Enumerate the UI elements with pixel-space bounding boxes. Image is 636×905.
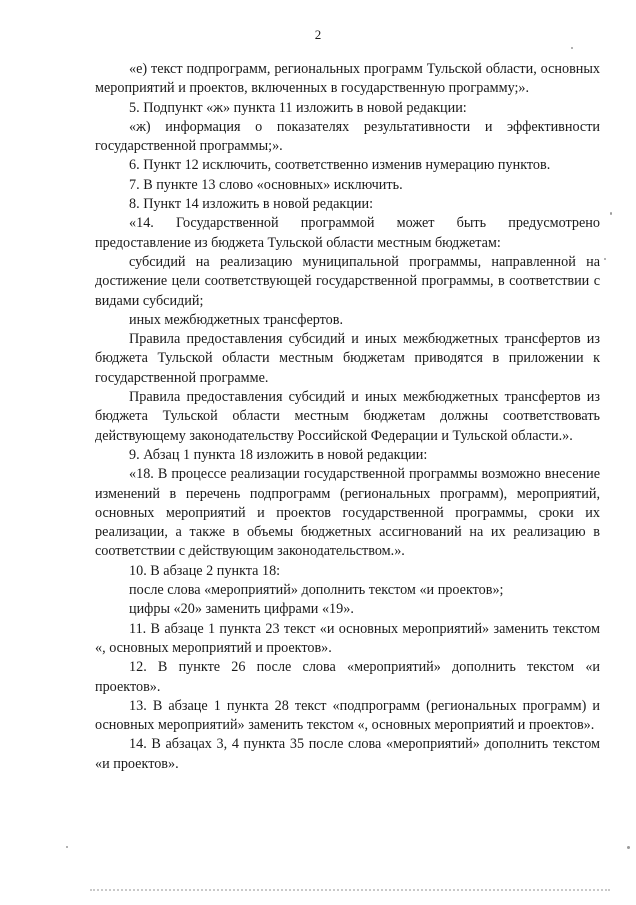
paragraph-4: 6. Пункт 12 исключить, соответственно изменив нумерацию пунктов. — [129, 157, 551, 174]
paragraph-5: 7. В пункте 13 слово «основных» исключить. — [129, 176, 403, 193]
paragraph-17: 11. В абзаце 1 пункта 23 текст «и основных мероприятий» заменить текстом «, основных мероприятий и проектов». — [95, 620, 600, 656]
scan-speck — [604, 258, 606, 260]
scan-speck — [571, 47, 573, 49]
paragraph-18: 12. В пункте 26 после слова «мероприятий» дополнить текстом «и проектов». — [95, 659, 600, 695]
scan-edge-noise — [90, 889, 610, 893]
paragraph-7: «14. Государственной программой может быть предусмотрено предоставление из бюджета Тульской области местным бюджетам: — [95, 215, 600, 251]
paragraph-10: Правила предоставления субсидий и иных межбюджетных трансфертов из бюджета Тульской области местным бюджетам приводятся в приложении к государственной программе. — [95, 331, 600, 386]
paragraph-2: 5. Подпункт «ж» пункта 11 изложить в новой редакции: — [129, 99, 467, 116]
paragraph-12: 9. Абзац 1 пункта 18 изложить в новой редакции: — [129, 446, 428, 463]
paragraph-20: 14. В абзацах 3, 4 пункта 35 после слова «мероприятий» дополнить текстом «и проектов». — [95, 736, 600, 772]
paragraph-9: иных межбюджетных трансфертов. — [129, 311, 344, 328]
paragraph-16: цифры «20» заменить цифрами «19». — [129, 601, 354, 618]
paragraph-19: 13. В абзаце 1 пункта 28 текст «подпрограмм (региональных программ) и основных мероприятий» заменить текстом «, основных мероприятий и проектов». — [95, 697, 600, 734]
paragraph-14: 10. В абзаце 2 пункта 18: — [129, 562, 281, 579]
paragraph-1: «е) текст подпрограмм, региональных программ Тульской области, основных мероприятий и проектов, включенных в государственную программу;». — [95, 61, 600, 97]
scan-speck — [66, 846, 68, 848]
paragraph-15: после слова «мероприятий» дополнить текстом «и проектов»; — [129, 582, 504, 599]
paragraph-13: «18. В процессе реализации государственной программы возможно внесение изменений в перечень подпрограмм (региональных программ), мероприятий, основных мероприятий и проектов государственной программы, сроки их реализации, а также в объемы бюджетных ассигнований на их реализацию в соответствии с действующим законодательством.». — [95, 466, 600, 560]
paragraph-11: Правила предоставления субсидий и иных межбюджетных трансфертов из бюджета Тульской области местным бюджетам должны соответствовать действующему законодательству Российской Федерации и Тульской области.». — [95, 389, 600, 444]
scan-speck — [627, 846, 630, 849]
page-number: 2 — [314, 27, 322, 42]
paragraph-6: 8. Пункт 14 изложить в новой редакции: — [129, 196, 374, 213]
document-body — [95, 60, 600, 774]
paragraph-8: субсидий на реализацию муниципальной программы, направленной на достижение цели соответствующей государственной программы, в соответствии с видами субсидий; — [95, 253, 600, 309]
scan-speck — [610, 212, 612, 215]
paragraph-3: «ж) информация о показателях результативности и эффективности государственной программы;». — [95, 118, 600, 155]
